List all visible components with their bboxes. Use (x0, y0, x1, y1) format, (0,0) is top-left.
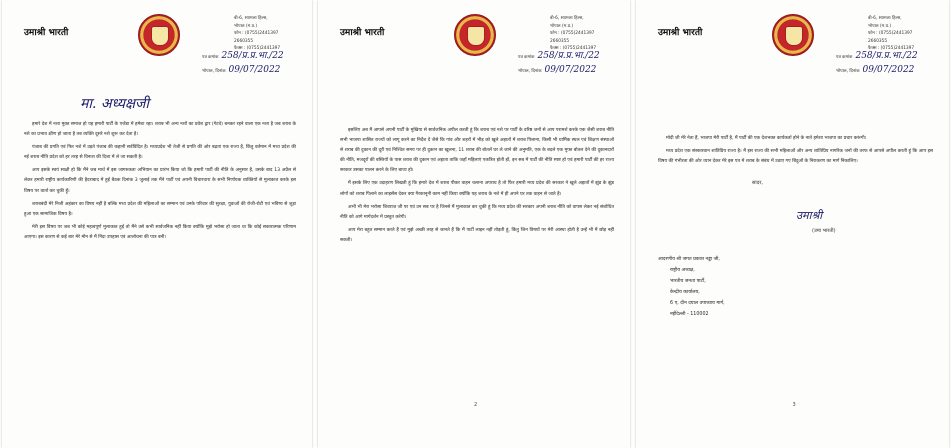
signature-name: (उमा भारती) (812, 228, 836, 234)
mp-emblem-icon (772, 14, 814, 56)
letter-body (24, 120, 296, 246)
letter-page-1 (2, 0, 312, 448)
paragraph: आप मेरा बहुत सम्मान करते हैं एवं मुझे अच्छी तरह से जानते हैं कि मैं पार्टी लाइन नहीं तोड़ती हूं, किंतु जिन विषयों पर मेरी आस्था होती है उन्हें भी मैं छोड़ नहीं सकती। (340, 227, 614, 243)
paragraph: इसलिए अब मैं आपसे अपनी पार्टी के मुखिया से सार्वजनिक अपील करती हूं कि शराब एवं नशे पर पार्टी के वरिष्ठ जनों से आप परामर्श करके एक जैसी शराब नीति सभी भाजपा शासित राज्यों को लागू करने का निर्देश दें जैसे कि गांव और शहरों में भीड़ को खुले अहातों में शराब पिलाना, किसी भी धार्मिक स्थल एवं शिक्षण संस्थाओं से शराब की दुकान की दूरी एवं निश्चित समय पर ही दुकान का खुलना, 11 शराब की बोतलें घर ले जाने की अनुमति, एक के बदले एक मुफ्त बोतल देने की दुकानदारों की नीति, मजदूरों की बस्तियों के पास शराब की दुकान एवं अहाता ताकि जहाँ महिलाएं एकत्रित होती हों, इन सब में पार्टी की नीति स्पष्ट हो एवं हमारी पार्टी की हर राज्य सरकार उसका पालन करने के लिए बाध्य हो। (340, 128, 614, 174)
paragraph: पंजाब की प्रगति एवं फिर नशे में उड़ते पंजाब की कहानी सर्वविदित है। मध्यप्रदेश भी तेजी से प्रगति की ओर बढ़ता एक राज्य है, किंतु वर्तमान में मध्य प्रदेश की नई शराब नीति प्रदेश को हर तरह से विनाश की दिशा में ले जा सकती है। (24, 145, 296, 161)
paragraph: हमारे देश में नशा मुक्त समाज हो यह हमारी पार्टी के एजेंडा में हमेशा रहा। शराब भी अन्य नशों का प्रवेश द्वार (गेटवे) बनकर रहने वाला एक नशा है जब शराब के नशे का प्रभाव क्षीण हो जाता है तब व्यक्ति दूसरे नशे शुरू कर देता है। (24, 122, 296, 138)
letter-meta: पत्र क्रमांक 258/प्र.प्र.भा./22 भोपाल, दिनांक 09/07/2022 (202, 51, 284, 75)
page-number: 2 (474, 402, 478, 408)
signature: उमाश्री (796, 209, 823, 222)
mp-emblem-icon (454, 14, 496, 56)
paragraph: आप इसके स्वयं साक्षी हो कि मैंने जब मार्च में इस जागरुकता अभियान का प्रारंभ किया जो कि हमारी पार्टी की नीति के अनुसार है, उसके बाद 13 अप्रैल से लेकर हमारी राष्ट्रीय कार्यकारिणी की हैदराबाद में हुई बैठक दिनांक 3 जुलाई तक मैंने पार्टी एवं अपनी विचारधारा के सभी निर्णायक व्यक्तियों से मुलाकात करके इस विषय पर वार्ता कर चुकी हूँ। (24, 168, 296, 194)
recipient-address: आदरणीय श्री जगत प्रकाश नड्डा जी, राष्ट्रीय अध्यक्ष, भारतीय जनता पार्टी, केन्द्रीय कार्यालय, 6 ए, दीन दयाल उपाध्याय मार्ग, नईदिल्ली - 110002 (658, 257, 725, 317)
paragraph: शराबबंदी मेरे निजी अहंकार का विषय नहीं है बल्कि मध्य प्रदेश की महिलाओं का सम्मान एवं उनके परिवार की सुरक्षा, युवाओं की रोजी-रोटी एवं भविष्य से जुड़ा हुआ एक सामाजिक विषय है। (24, 201, 296, 217)
sender-address: बी-6, श्यामला हिल्स, भोपाल (म.प्र.) फोन : (0755)2441397 2660355 फैक्स : (0755)2441397 (868, 16, 915, 52)
letter-meta: पत्र क्रमांक 258/प्र.प्र.भा./22 भोपाल, दिनांक 09/07/2022 (518, 51, 600, 75)
page-number: 3 (792, 402, 796, 408)
paragraph: मेरी इस विषय पर जब भी कोई महत्वपूर्ण मुलाकात हुई तो मैंने उसे कभी सार्वजनिक नहीं किया क्योंकि मुझे भरोसा हो जाता था कि कोई सकारात्मक परिणाम आएगा। इस कारण से कई बार मेरे मौन से मैं निंदा उपहास एवं आलोचना की पात्र बनी। (24, 224, 296, 240)
handwritten-salutation: मा. अध्यक्षजी (80, 96, 150, 112)
letter-page-2 (318, 0, 630, 448)
sender-name: उमाश्री भारती (658, 28, 703, 38)
letter-page-3 (636, 0, 949, 448)
paragraph: मध्य प्रदेश एक संस्कारवान शांतिप्रिय राज्य है। मैं इस राज्य की सभी महिलाओं और अन्य शांतिप्रिय नागरिक जनों की तरफ से आपसे अपील करती हूं कि आप इस विषय की गंभीरता की ओर ध्यान देकर मेरे इस पत्र में शराब के संबंध में उठाए गए बिंदुओं के निराकरण का मार्ग निकालिए। (658, 149, 933, 165)
sender-address: बी-6, श्यामला हिल्स, भोपाल (म.प्र.) फोन : (0755)2441397 2660355 फैक्स : (0755)2441397 (234, 16, 281, 52)
mp-emblem-icon (138, 14, 180, 56)
letter-body (658, 134, 933, 170)
closing-text: सादर, (752, 180, 763, 186)
sender-name: उमाश्री भारती (340, 28, 385, 38)
sender-name: उमाश्री भारती (24, 28, 69, 38)
letter-meta: पत्र क्रमांक 258/प्र.प्र.भा./22 भोपाल, दिनांक 09/07/2022 (836, 51, 918, 75)
paragraph: मैं इसके लिए एक उदाहरण लिखती हूं कि हमारे देश में शराब पीकर वाहन चलाना अपराध है तो फिर हमारी मध्य प्रदेश की सरकार ने खुले अहातों में झुंड के झुंड लोगों को शराब पिलाने का लाइसेंस देकर क्या गैरकानूनी काम नहीं किया क्योंकि यह शराब के नशे में ही अपने घर तक वाहन से जाते हैं। (340, 181, 614, 197)
sender-address: बी-6, श्यामला हिल्स, भोपाल (म.प्र.) फोन : (0755)2441397 2660355 फैक्स : (0755)2441397 (550, 16, 597, 52)
paragraph: अभी भी मेरा भरोसा शिवराज जी पर एवं उन सब पर है जिनसे मैं मुलाकात कर चुकी हूं कि मध्य प्रदेश की सरकार अपनी शराब नीति को वापस लेकर नई संशोधित नीति को आगे मार्गदर्शन में प्रस्तुत करेगी। (340, 204, 614, 220)
paragraph: मोदी जी मेरे नेता हैं, भाजपा मेरी पार्टी है, मैं पार्टी की एक देशभक्त कार्यकर्ता होने के नाते हमेशा भाजपा का प्रचार करूंगी। (666, 136, 867, 141)
letter-body (340, 126, 614, 249)
